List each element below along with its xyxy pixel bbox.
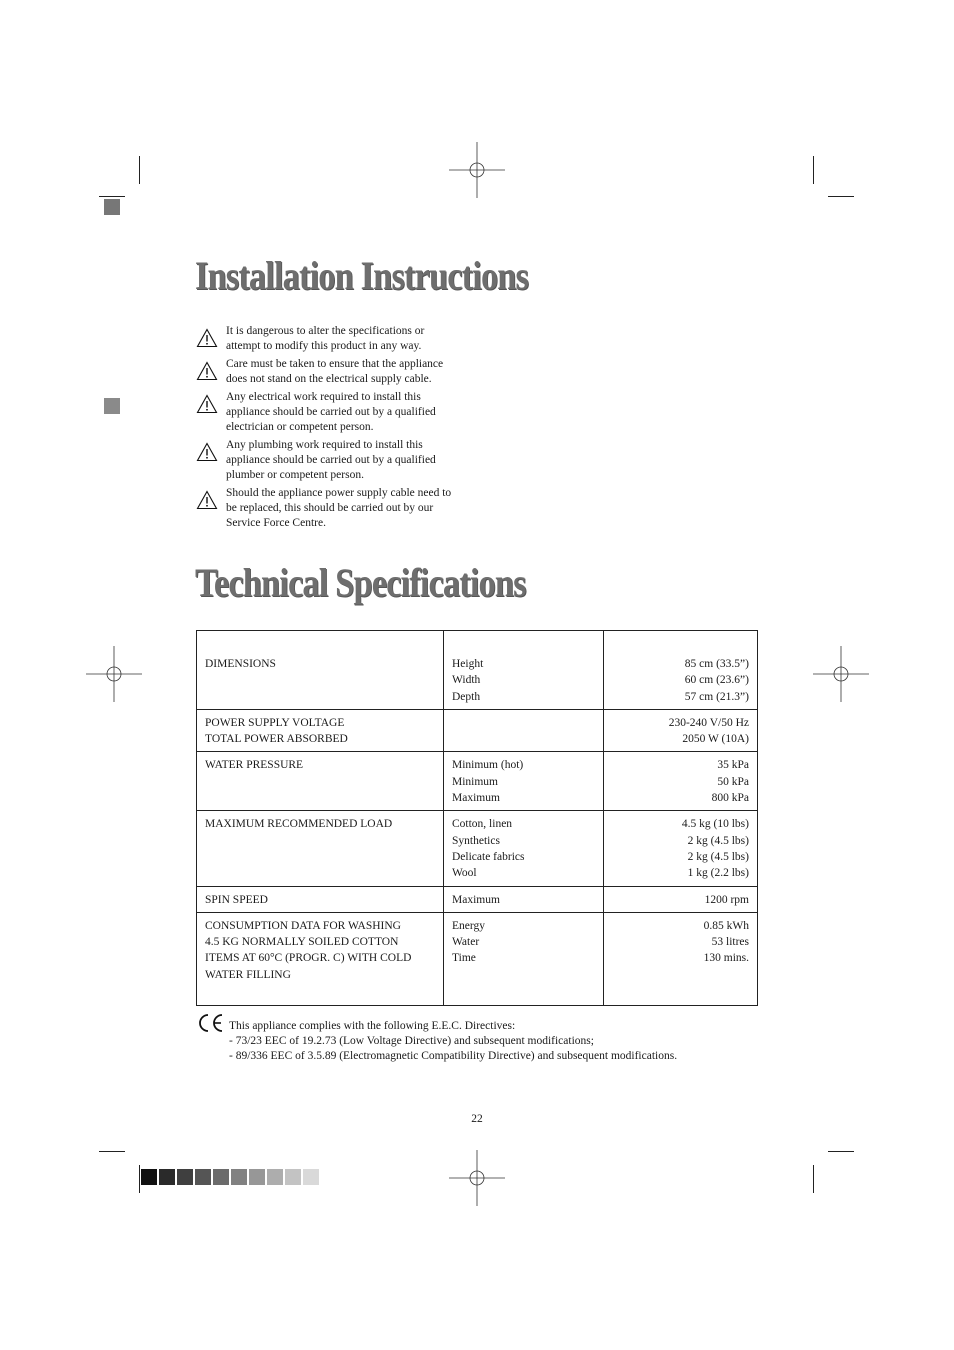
warning-text [226, 390, 466, 435]
spec-label-cell [197, 811, 444, 886]
crop-mark [99, 196, 125, 197]
warning-line: Any electrical work required to install this [226, 391, 421, 403]
spec-parameter: Minimum [452, 775, 499, 788]
spec-parameter: Delicate fabrics [452, 850, 525, 863]
spec-value: 85 cm (33.5”) [684, 658, 749, 670]
compliance-line: - 73/23 EEC of 19.2.73 (Low Voltage Directive) and subsequent modifications; [229, 1035, 594, 1047]
print-color-square [159, 1169, 175, 1185]
margin-marker [104, 199, 120, 215]
warning-triangle-icon [196, 442, 218, 462]
spec-label: TOTAL POWER ABSORBED [205, 733, 348, 746]
spec-value: 35 kPa [717, 759, 749, 772]
warning-line: be replaced, this should be carried out by our [226, 502, 434, 514]
spec-row [197, 912, 758, 1005]
warning-triangle-icon [196, 394, 218, 414]
print-color-square [285, 1169, 301, 1185]
warning-line: attempt to modify this product in any way. [226, 340, 422, 352]
registration-mark-icon [449, 142, 505, 198]
spec-label: DIMENSIONS [205, 658, 276, 670]
spec-parameter: Energy [452, 919, 486, 932]
registration-mark-icon [86, 646, 142, 702]
spec-row [197, 631, 758, 710]
spec-parameter-cell [444, 752, 604, 811]
spec-label: 4.5 KG NORMALLY SOILED COTTON [205, 936, 399, 949]
spec-value: 4.5 kg (10 lbs) [681, 818, 749, 831]
warning-line: electrician or competent person. [226, 421, 374, 433]
warning-item [196, 486, 476, 531]
spec-value-cell [604, 631, 758, 710]
spec-value: 1 kg (2.2 lbs) [687, 867, 749, 880]
spec-row [197, 709, 758, 752]
spec-label-cell [197, 886, 444, 912]
warning-line: Should the appliance power supply cable need to [226, 487, 452, 499]
spec-label: CONSUMPTION DATA FOR WASHING [205, 919, 401, 932]
spec-value: 0.85 kWh [703, 919, 749, 932]
spec-parameter: Synthetics [452, 834, 500, 847]
warning-text [226, 324, 466, 354]
warning-item [196, 438, 476, 483]
spec-parameter: Minimum (hot) [452, 759, 524, 772]
warning-line: appliance should be carried out by a qualified [226, 406, 436, 418]
crop-mark [139, 1165, 140, 1193]
warning-text [226, 357, 466, 387]
spec-parameter: Width [452, 674, 481, 687]
warning-triangle-icon [196, 328, 218, 348]
compliance-line: This appliance complies with the following E.E.C. Directives: [229, 1020, 516, 1032]
spec-label-cell [197, 752, 444, 811]
crop-mark [99, 1151, 125, 1152]
spec-value: 2050 W (10A) [682, 733, 749, 746]
spec-parameter-cell [444, 631, 604, 710]
spec-value: 2 kg (4.5 lbs) [687, 850, 749, 863]
spec-row [197, 752, 758, 811]
spec-parameter: Cotton, linen [452, 818, 513, 831]
crop-mark [828, 1151, 854, 1152]
spec-value-cell [604, 811, 758, 886]
warning-text [226, 438, 466, 483]
warning-text [226, 486, 466, 531]
spec-value-cell [604, 912, 758, 1005]
spec-parameter: Maximum [452, 792, 500, 805]
ce-mark-icon [197, 1012, 225, 1034]
warning-line: Care must be taken to ensure that the appliance [226, 358, 444, 370]
warning-line: Service Force Centre. [226, 517, 326, 529]
print-color-square [231, 1169, 247, 1185]
compliance-line: - 89/336 EEC of 3.5.89 (Electromagnetic Compatibility Directive) and subsequent modifications. [229, 1050, 678, 1062]
compliance-text [229, 1019, 677, 1064]
spec-table [196, 630, 758, 1006]
spec-parameter-cell [444, 709, 604, 752]
spec-value: 230-240 V/50 Hz [668, 716, 749, 729]
warning-item [196, 357, 476, 387]
spec-label: WATER FILLING [205, 968, 291, 981]
spec-value-cell [604, 752, 758, 811]
margin-marker [104, 398, 120, 414]
warning-item [196, 324, 476, 354]
warning-triangle-icon [196, 490, 218, 510]
technical-title: Technical Specifications [195, 560, 526, 605]
print-color-square [177, 1169, 193, 1185]
warning-list [196, 324, 476, 534]
spec-value: 130 mins. [703, 952, 749, 965]
spec-parameter-cell [444, 811, 604, 886]
warning-line: appliance should be carried out by a qualified [226, 454, 436, 466]
spec-label: SPIN SPEED [205, 893, 268, 906]
spec-label-cell [197, 912, 444, 1005]
print-color-square [303, 1169, 319, 1185]
crop-mark [828, 196, 854, 197]
crop-mark [813, 156, 814, 184]
warning-item [196, 390, 476, 435]
spec-value: 57 cm (21.3”) [684, 690, 749, 703]
spec-label: MAXIMUM RECOMMENDED LOAD [205, 818, 393, 831]
print-color-square [267, 1169, 283, 1185]
print-color-square [141, 1169, 157, 1185]
spec-value: 60 cm (23.6”) [684, 674, 749, 687]
spec-parameter-cell [444, 886, 604, 912]
warning-triangle-icon [196, 361, 218, 381]
spec-label: POWER SUPPLY VOLTAGE [205, 716, 345, 729]
spec-value: 50 kPa [717, 775, 749, 788]
warning-line: plumber or competent person. [226, 469, 364, 481]
print-color-square [249, 1169, 265, 1185]
spec-value-cell [604, 886, 758, 912]
installation-title: Installation Instructions [195, 253, 529, 298]
spec-value: 800 kPa [711, 792, 749, 805]
warning-line: It is dangerous to alter the specifications or [226, 325, 425, 337]
spec-parameter: Height [452, 658, 484, 670]
registration-mark-icon [813, 646, 869, 702]
spec-value-cell [604, 709, 758, 752]
registration-mark-icon [449, 1150, 505, 1206]
spec-parameter: Time [452, 952, 476, 965]
print-color-square [213, 1169, 229, 1185]
spec-label: WATER PRESSURE [205, 759, 304, 772]
print-color-square [195, 1169, 211, 1185]
crop-mark [139, 156, 140, 184]
spec-value: 2 kg (4.5 lbs) [687, 834, 749, 847]
spec-row [197, 886, 758, 912]
crop-mark [813, 1165, 814, 1193]
warning-line: does not stand on the electrical supply cable. [226, 373, 432, 385]
spec-label: ITEMS AT 60°C (PROGR. C) WITH COLD [205, 952, 412, 965]
warning-line: Any plumbing work required to install this [226, 439, 423, 451]
spec-parameter: Water [452, 936, 480, 949]
spec-parameter-cell [444, 912, 604, 1005]
spec-parameter: Wool [452, 867, 477, 880]
spec-row [197, 811, 758, 886]
spec-label-cell [197, 709, 444, 752]
print-color-bar [141, 1169, 321, 1185]
spec-parameter: Depth [452, 690, 481, 703]
spec-label-cell [197, 631, 444, 710]
spec-value: 1200 rpm [704, 893, 749, 906]
spec-value: 53 litres [711, 936, 749, 949]
spec-parameter: Maximum [452, 893, 500, 906]
page-number: 22 [471, 1113, 483, 1125]
